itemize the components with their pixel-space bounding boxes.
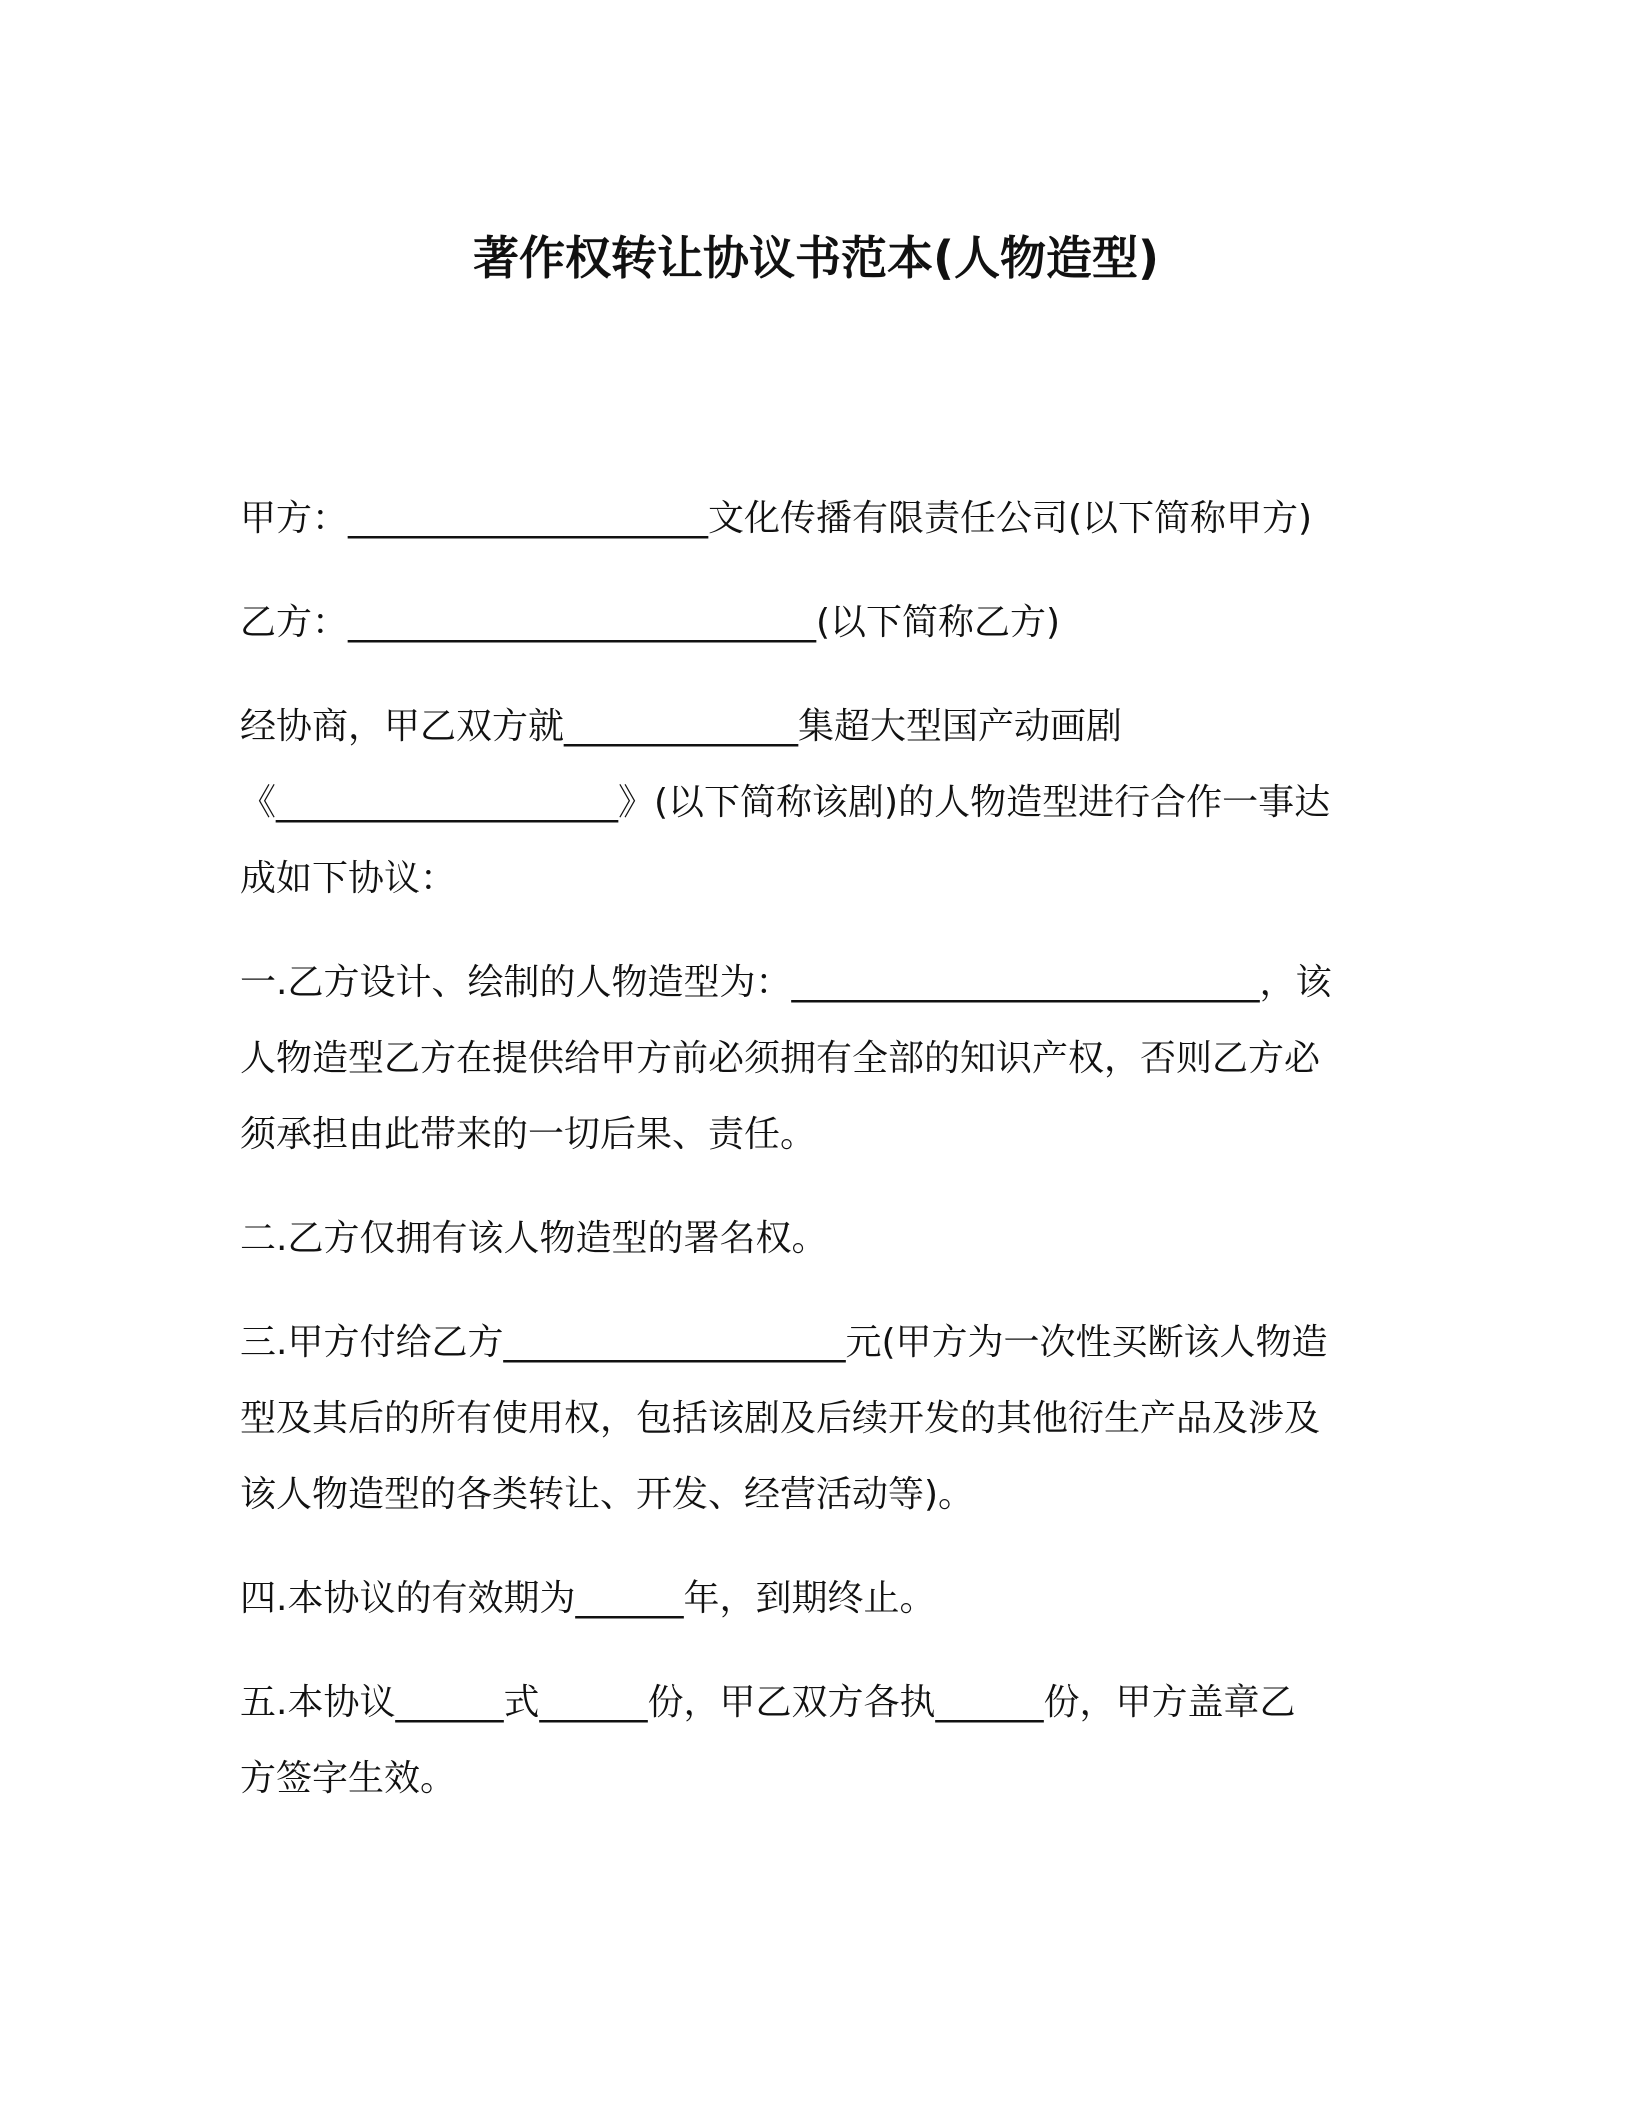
document-title: 著作权转让协议书范本(人物造型) — [472, 231, 1160, 285]
clause-1-line-2: 人物造型乙方在提供给甲方前必须拥有全部的知识产权，否则乙方必 — [240, 1038, 1321, 1079]
clause-1-line-3: 须承担由此带来的一切后果、责任。 — [240, 1114, 817, 1155]
clause-2-line-1: 二.乙方仅拥有该人物造型的署名权。 — [240, 1218, 828, 1259]
clause-3-line-3: 该人物造型的各类转让、开发、经营活动等)。 — [240, 1474, 975, 1515]
clause-5-line-1: 五.本协议______式______份，甲乙双方各执______份，甲方盖章乙 — [240, 1682, 1296, 1723]
intro-line-1: 经协商，甲乙双方就_____________集超大型国产动画剧 — [240, 706, 1123, 747]
intro-line-3: 成如下协议： — [240, 858, 457, 899]
intro-line-2: 《___________________》(以下简称该剧)的人物造型进行合作一事达 — [240, 782, 1331, 823]
party-a-line: 甲方：____________________文化传播有限责任公司(以下简称甲方) — [240, 498, 1313, 539]
party-b-line: 乙方：__________________________(以下简称乙方) — [240, 602, 1061, 643]
clause-3-line-2: 型及其后的所有使用权，包括该剧及后续开发的其他衍生产品及涉及 — [240, 1398, 1321, 1439]
clause-4-line-1: 四.本协议的有效期为______年，到期终止。 — [240, 1578, 936, 1619]
clause-3-line-1: 三.甲方付给乙方___________________元(甲方为一次性买断该人物造 — [240, 1322, 1328, 1363]
clause-5-line-2: 方签字生效。 — [240, 1758, 457, 1799]
clause-1-line-1: 一.乙方设计、绘制的人物造型为：__________________________，该 — [240, 962, 1332, 1003]
